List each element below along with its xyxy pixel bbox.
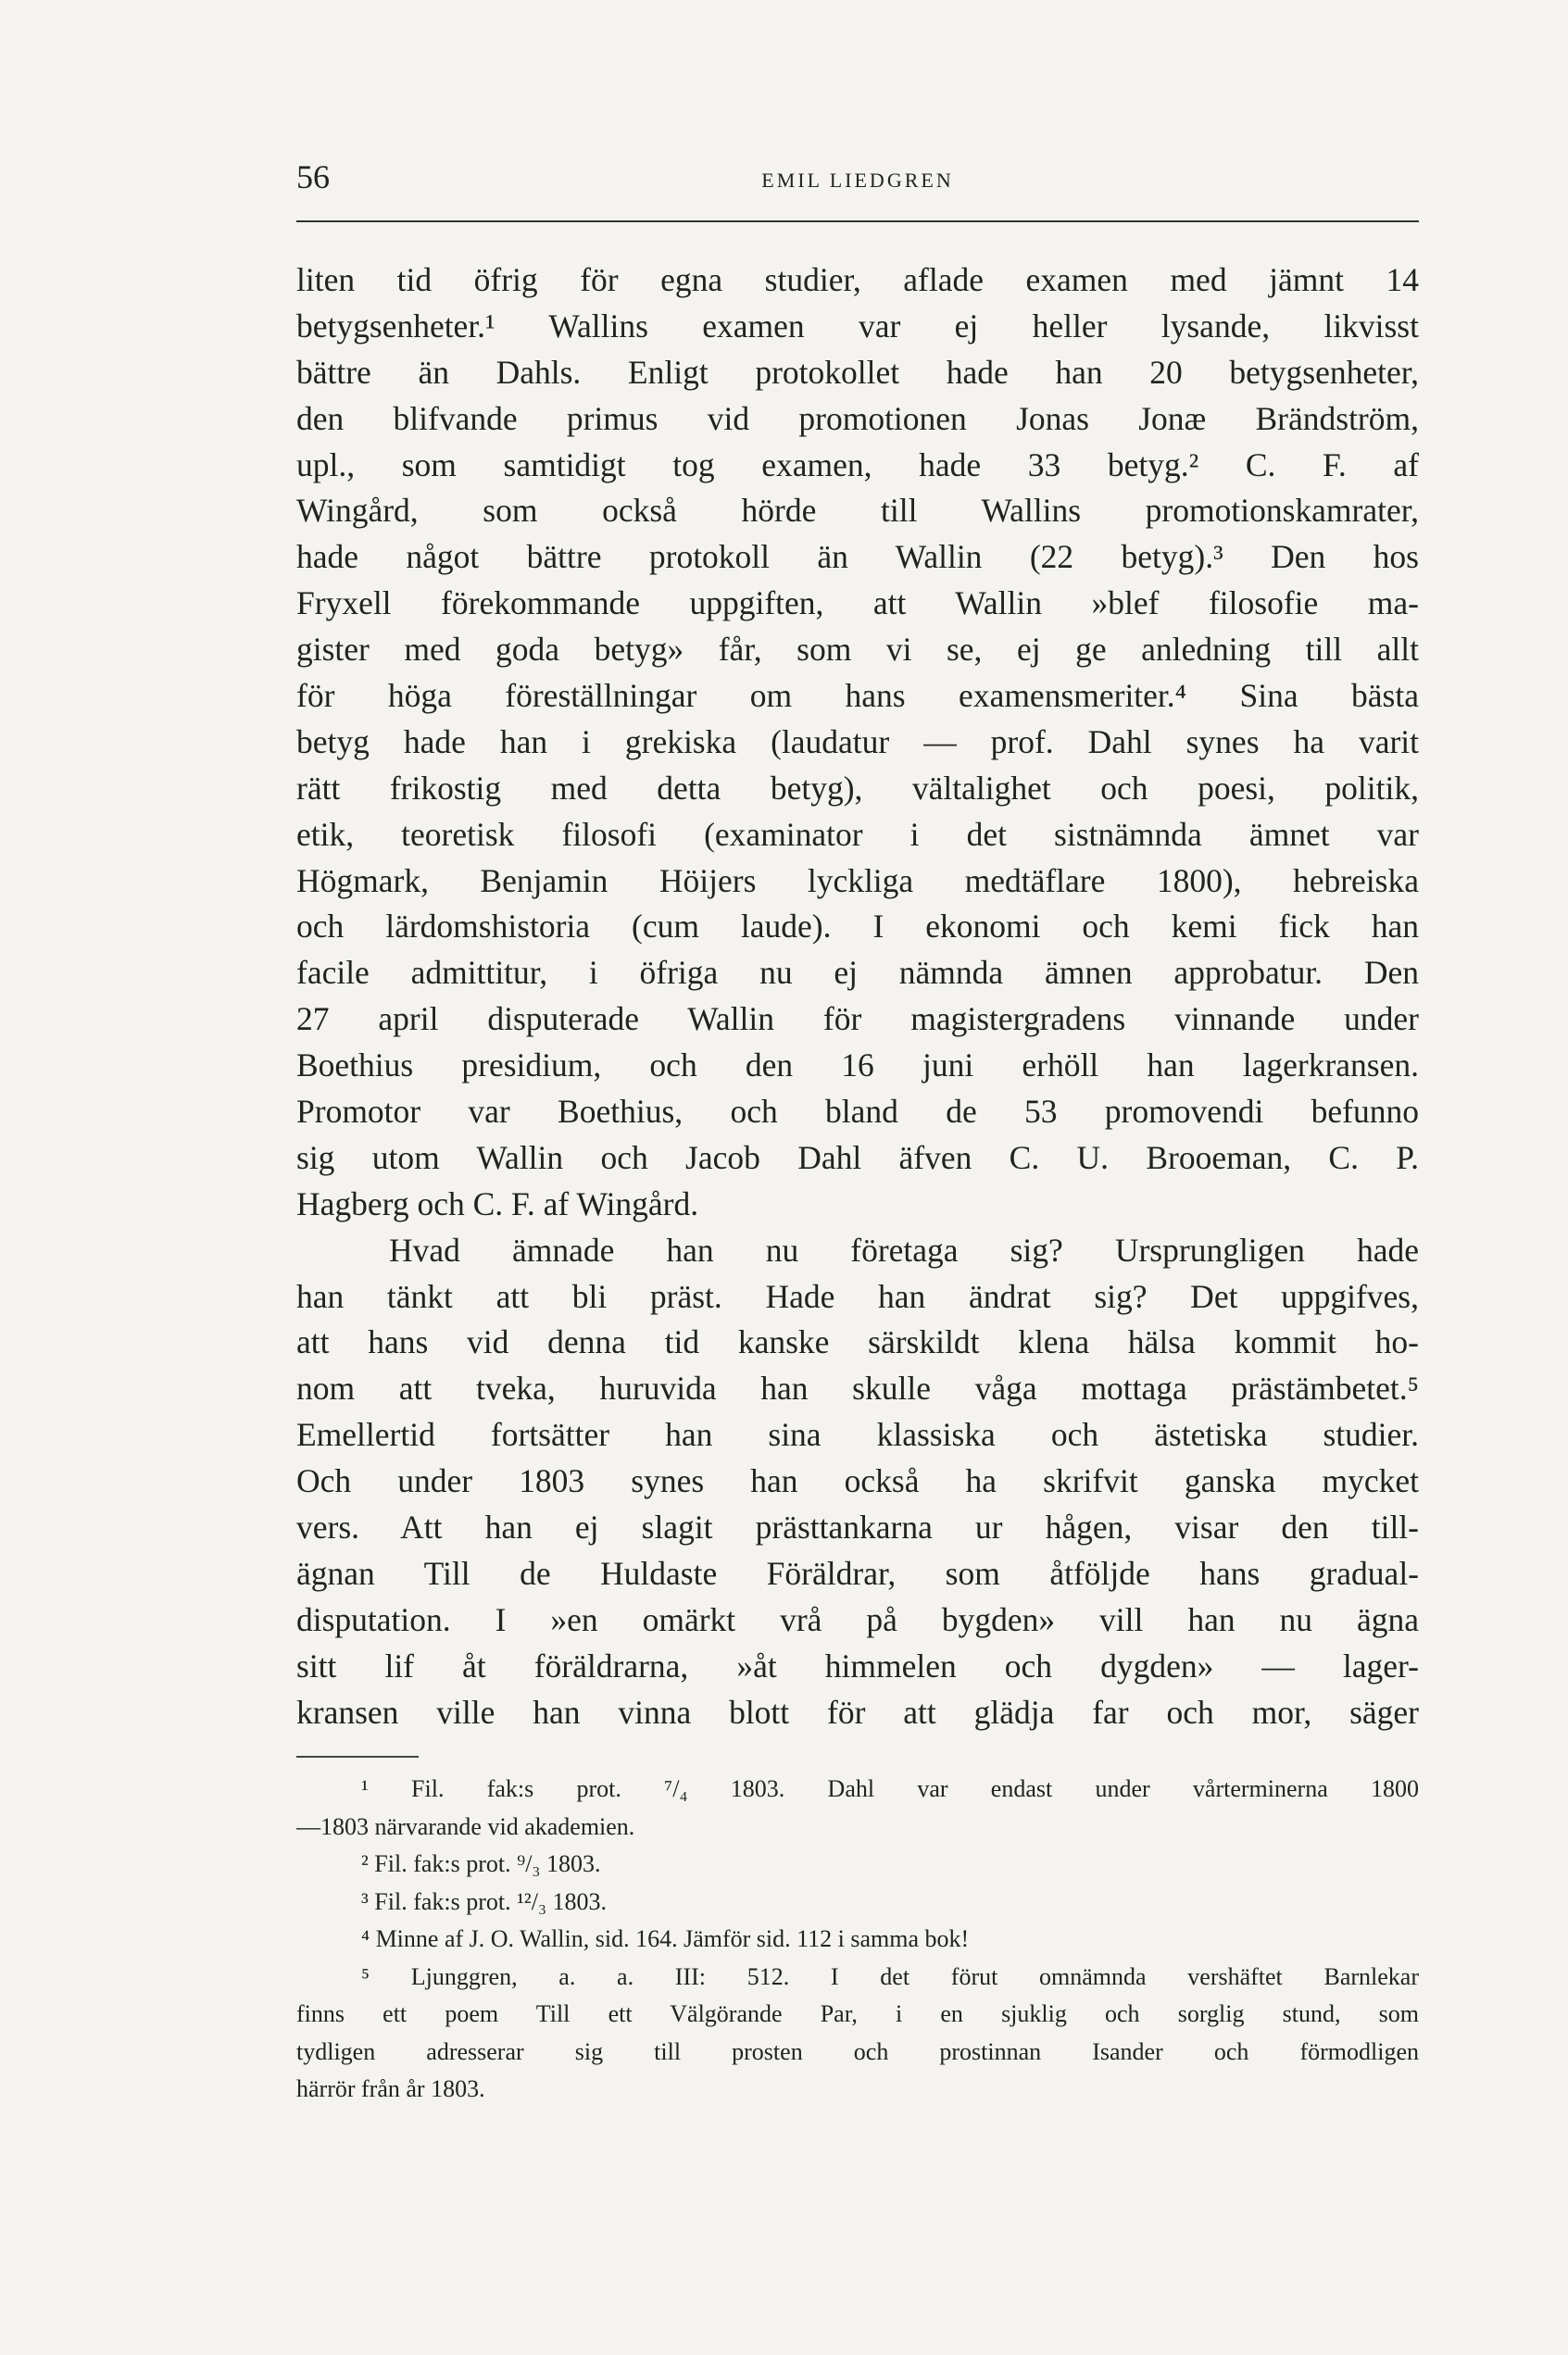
text-line: upl., som samtidigt tog examen, hade 33 betyg.² C. F. af	[296, 445, 1419, 483]
text-line: gister med goda betyg» får, som vi se, ej ge anledning till allt	[296, 631, 1419, 669]
text-line: Och under 1803 synes han också ha skrifvit ganska mycket	[296, 1462, 1419, 1500]
body-text	[296, 257, 1419, 1736]
text-line: betygsenheter.¹ Wallins examen var ej heller lysande, likvisst	[296, 307, 1419, 344]
text-line: Emellertid fortsätter han sina klassiska och ästetiska studier.	[296, 1416, 1419, 1454]
text-line: betyg hade han i grekiska (laudatur — prof. Dahl synes ha varit	[296, 722, 1419, 760]
text-line: för höga föreställningar om hans examensmeriter.⁴ Sina bästa	[296, 677, 1419, 715]
footnote-line: ⁵ Ljunggren, a. a. III: 512. I det förut omnämnda vershäftet Barnlekar	[361, 1962, 1419, 1990]
text-line: disputation. I »en omärkt vrå på bygden» vill han nu ägna	[296, 1600, 1419, 1638]
text-line: Wingård, som också hörde till Wallins promotionskamrater,	[296, 492, 1419, 530]
text-line: facile admittitur, i öfriga nu ej nämnda ämnen approbatur. Den	[296, 954, 1419, 992]
text-line: hade något bättre protokoll än Wallin (22 betyg).³ Den hos	[296, 538, 1419, 576]
text-line: liten tid öfrig för egna studier, aflade examen med jämnt 14	[296, 261, 1419, 298]
footnote-line: ³ Fil. fak:s prot. ¹²/₃ 1803.	[361, 1887, 608, 1915]
footnote-line: finns ett poem Till ett Välgörande Par, i en sjuklig och sorglig stund, som	[296, 2000, 1419, 2027]
running-head: EMIL LIEDGREN	[761, 169, 954, 192]
text-line: Fryxell förekommande uppgiften, att Wallin »blef filosofie ma-	[296, 584, 1419, 622]
text-line: Hagberg och C. F. af Wingård.	[296, 1184, 699, 1222]
footnote-line: ² Fil. fak:s prot. ⁹/₃ 1803.	[361, 1850, 601, 1877]
text-line: sitt lif åt föräldrarna, »åt himmelen och dygden» — lager-	[296, 1647, 1419, 1685]
text-line: vers. Att han ej slagit prästtankarna ur hågen, visar den till-	[296, 1509, 1419, 1547]
footnote-line: ⁴ Minne af J. O. Wallin, sid. 164. Jämför sid. 112 i samma bok!	[361, 1925, 970, 1952]
text-line: ägnan Till de Huldaste Föräldrar, som åtföljde hans gradual-	[296, 1554, 1419, 1592]
header-rule	[296, 220, 1419, 222]
text-line: Högmark, Benjamin Höijers lyckliga medtäflare 1800), hebreiska	[296, 861, 1419, 899]
text-line: rätt frikostig med detta betyg), vältalighet och poesi, politik,	[296, 769, 1419, 807]
footnotes	[296, 1771, 1419, 2109]
text-line: att hans vid denna tid kanske särskildt klena hälsa kommit ho-	[296, 1323, 1419, 1361]
text-line: nom att tveka, huruvida han skulle våga mottaga prästämbetet.⁵	[296, 1370, 1419, 1408]
text-line: 27 april disputerade Wallin för magistergradens vinnande under	[296, 1000, 1419, 1038]
text-line: sig utom Wallin och Jacob Dahl äfven C. U. Brooeman, C. P.	[296, 1138, 1419, 1176]
text-line: etik, teoretisk filosofi (examinator i det sistnämnda ämnet var	[296, 815, 1419, 853]
footnote-line: —1803 närvarande vid akademien.	[296, 1812, 635, 1840]
footnote-rule	[296, 1756, 419, 1758]
text-line: han tänkt att bli präst. Hade han ändrat sig? Det uppgifves,	[296, 1277, 1419, 1315]
text-line: kransen ville han vinna blott för att glädja far och mor, säger	[296, 1693, 1419, 1731]
text-line: och lärdomshistoria (cum laude). I ekonomi och kemi fick han	[296, 908, 1419, 946]
text-line: Promotor var Boethius, och bland de 53 promovendi befunno	[296, 1093, 1419, 1131]
text-line: bättre än Dahls. Enligt protokollet hade han 20 betygsenheter,	[296, 353, 1419, 391]
text-line: den blifvande primus vid promotionen Jonas Jonæ Brändström,	[296, 399, 1419, 437]
footnote-line: tydligen adresserar sig till prosten och prostinnan Isander och förmodligen	[296, 2037, 1419, 2065]
text-line: Hvad ämnade han nu företaga sig? Ursprungligen hade	[389, 1231, 1419, 1269]
footnote-line: ¹ Fil. fak:s prot. ⁷/₄ 1803. Dahl var endast under vårterminerna 1800	[361, 1775, 1419, 1802]
page-number: 56	[296, 158, 330, 195]
page-header	[296, 157, 1419, 222]
footnote-line: härrör från år 1803.	[296, 2075, 485, 2102]
text-line: Boethius presidium, och den 16 juni erhöll han lagerkransen.	[296, 1046, 1419, 1084]
